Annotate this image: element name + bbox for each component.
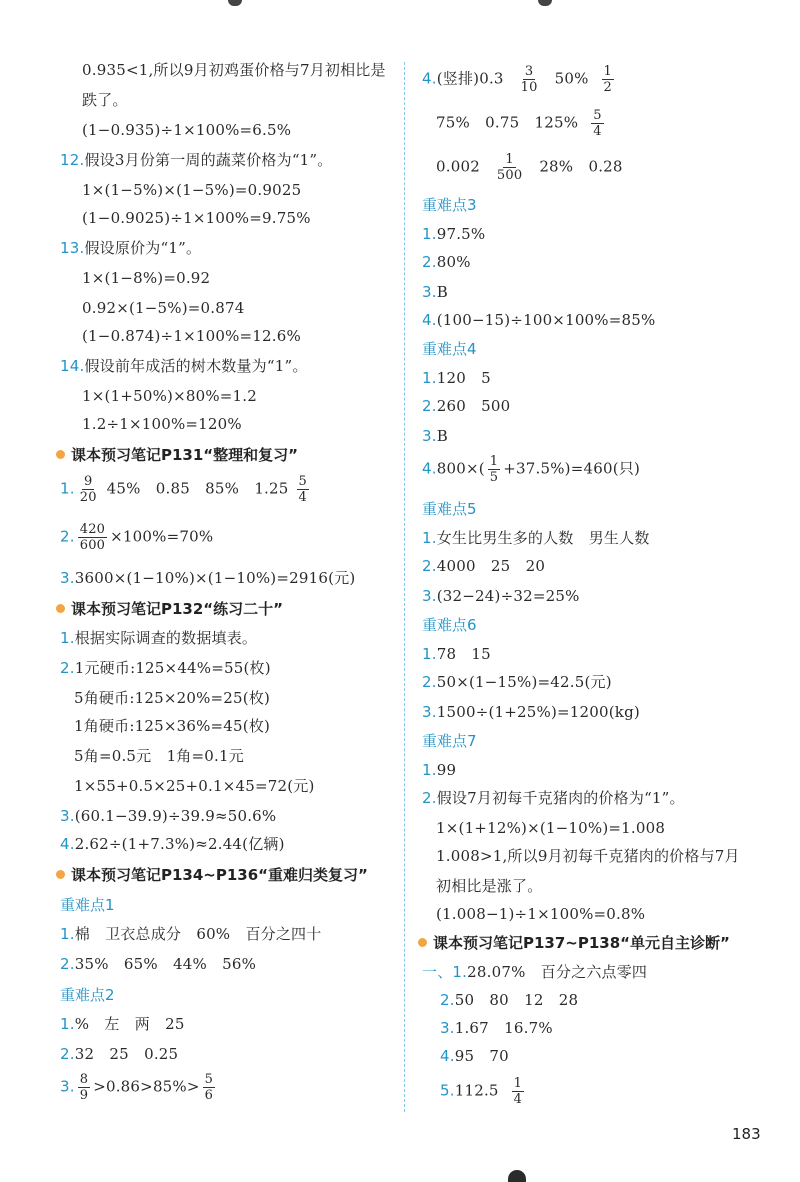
item-number: 1. <box>422 225 437 243</box>
item-number: 2. <box>60 955 75 973</box>
answer-item: 3. $\frac{8}{9}$ >0.86>85%> $\frac{5}{6}$ <box>60 1072 214 1103</box>
answer-item <box>60 238 201 258</box>
fraction: $\frac{3}{10}$ <box>520 64 538 95</box>
answer-item: 4.(竖排)0.3 $\frac{3}{10}$ 50% $\frac{1}{2}$ <box>422 64 612 95</box>
item-number: 14. <box>60 357 85 375</box>
answer-item <box>60 658 271 678</box>
item-number: 3. <box>440 1019 455 1037</box>
item-number: 3. <box>422 703 437 721</box>
section-heading: 课本预习笔记P137~P138“单元自主诊断” <box>418 932 730 953</box>
item-text: 28.07% 百分之六点零四 <box>467 963 648 981</box>
item-text: 78 15 <box>436 645 491 663</box>
answer-item <box>422 396 510 416</box>
item-number: 12. <box>60 151 85 169</box>
item-number: 3. <box>60 569 75 587</box>
item-number: 3. <box>60 1077 75 1096</box>
item-text: (32−24)÷32=25% <box>436 587 580 605</box>
fraction: $\frac{1}{4}$ <box>513 1076 523 1107</box>
subsection-heading: 重难点7 <box>422 732 477 750</box>
item-text: B <box>436 283 448 301</box>
item-text: 80% <box>436 253 471 271</box>
section-heading: 课本预习笔记P134~P136“重难归类复习” <box>56 864 368 885</box>
item-number: 1. <box>422 369 437 387</box>
item-number: 1. <box>60 629 75 647</box>
answer-line: 跌了。 <box>82 91 128 109</box>
page-number: 183 <box>732 1125 761 1143</box>
answer-item <box>422 282 448 302</box>
item-number: 2. <box>60 527 75 546</box>
answer-line: 5角硬币:125×20%=25(枚) <box>74 689 271 707</box>
item-text: 1.67 16.7% <box>454 1019 553 1037</box>
item-number: 3. <box>422 587 437 605</box>
answer-item <box>422 368 491 388</box>
answer-line: 1.008>1,所以9月初每千克猪肉的价格与7月 <box>436 847 740 865</box>
answer-line: 1角硬币:125×36%=45(枚) <box>74 717 271 735</box>
item-number: 1. <box>60 479 75 498</box>
item-number: 13. <box>60 239 85 257</box>
binding-hole-mark <box>508 1170 526 1182</box>
item-text: 假设前年成活的树木数量为“1”。 <box>84 357 308 375</box>
item-number: 3. <box>60 807 75 825</box>
answer-item <box>60 356 308 376</box>
bullet-dot-icon <box>56 870 65 879</box>
answer-item: 5.112.5 $\frac{1}{4}$ <box>440 1076 523 1107</box>
fraction: $\frac{420}{600}$ <box>79 522 106 553</box>
answer-line: 1×55+0.5×25+0.1×45=72(元) <box>74 777 315 795</box>
item-number: 2. <box>422 673 437 691</box>
item-number: 2. <box>60 659 75 677</box>
item-text: 棉 卫衣总成分 60% 百分之四十 <box>74 925 322 943</box>
item-number: 1. <box>60 1015 75 1033</box>
item-number: 2. <box>422 397 437 415</box>
item-number: 1. <box>422 645 437 663</box>
answer-item <box>422 310 655 330</box>
fraction: $\frac{1}{5}$ <box>489 454 499 485</box>
bullet-dot-icon <box>56 604 65 613</box>
answer-item <box>60 806 276 826</box>
answer-line: 1×(1+12%)×(1−10%)=1.008 <box>436 819 666 837</box>
answer-line: 1×(1+50%)×80%=1.2 <box>82 387 257 405</box>
item-text: 4000 25 20 <box>436 557 546 575</box>
answer-item <box>60 150 333 170</box>
answer-item <box>60 924 321 944</box>
item-text: % 左 两 25 <box>74 1015 185 1033</box>
answer-item <box>60 568 355 588</box>
fraction: $\frac{9}{20}$ <box>79 474 97 505</box>
section-heading: 课本预习笔记P132“练习二十” <box>56 598 283 619</box>
answer-item <box>422 760 456 780</box>
item-number: 4. <box>422 459 437 478</box>
item-text: 2.62÷(1+7.3%)≈2.44(亿辆) <box>74 835 285 853</box>
fraction: $\frac{5}{4}$ <box>298 474 307 505</box>
subsection-heading: 重难点5 <box>422 500 477 518</box>
answer-item: 4.800×( $\frac{1}{5}$ +37.5%)=460(只) <box>422 454 641 485</box>
answer-item <box>440 1018 553 1038</box>
fraction: $\frac{1}{500}$ <box>496 152 523 183</box>
answer-item <box>422 962 647 982</box>
answer-item <box>422 426 448 446</box>
item-text: 假设7月初每千克猪肉的价格为“1”。 <box>436 789 685 807</box>
item-number: 2. <box>422 557 437 575</box>
item-text: 50 80 12 28 <box>454 991 579 1009</box>
item-number: 4. <box>422 311 437 329</box>
answer-item <box>422 224 485 244</box>
item-number: 1. <box>422 529 437 547</box>
answer-item <box>60 1014 185 1034</box>
item-number: 2. <box>422 789 437 807</box>
answer-item <box>422 586 580 606</box>
answer-item <box>422 788 685 808</box>
column-divider <box>404 62 405 1112</box>
answer-line: 1.2÷1×100%=120% <box>82 415 242 433</box>
item-text: B <box>436 427 448 445</box>
answer-line: (1−0.9025)÷1×100%=9.75% <box>82 209 311 227</box>
fraction: $\frac{5}{6}$ <box>204 1072 214 1103</box>
item-text: 50×(1−15%)=42.5(元) <box>436 673 612 691</box>
subsection-heading: 重难点6 <box>422 616 477 634</box>
item-number: 3. <box>422 283 437 301</box>
item-text: 3600×(1−10%)×(1−10%)=2916(元) <box>74 569 356 587</box>
answer-line: 5角=0.5元 1角=0.1元 <box>74 747 244 765</box>
item-text: (100−15)÷100×100%=85% <box>436 311 656 329</box>
subsection-heading: 重难点4 <box>422 340 477 358</box>
answer-line: 0.92×(1−5%)=0.874 <box>82 299 245 317</box>
answer-line: 0.935<1,所以9月初鸡蛋价格与7月初相比是 <box>82 61 386 79</box>
item-text: 35% 65% 44% 56% <box>74 955 257 973</box>
item-number: 一、1. <box>422 963 468 981</box>
item-text: 1元硬币:125×44%=55(枚) <box>74 659 271 677</box>
subsection-heading: 重难点1 <box>60 896 115 914</box>
fraction: $\frac{8}{9}$ <box>79 1072 89 1103</box>
answer-line: 1×(1−5%)×(1−5%)=0.9025 <box>82 181 302 199</box>
item-number: 2. <box>60 1045 75 1063</box>
binding-hole-mark <box>538 0 552 6</box>
answer-line: (1−0.874)÷1×100%=12.6% <box>82 327 301 345</box>
answer-item <box>422 556 545 576</box>
answer-item <box>60 1044 178 1064</box>
answer-line: 初相比是涨了。 <box>436 877 543 895</box>
item-text: 根据实际调查的数据填表。 <box>74 629 258 647</box>
bullet-dot-icon <box>418 938 427 947</box>
item-number: 5. <box>440 1081 455 1100</box>
item-text: 97.5% <box>436 225 486 243</box>
answer-line: (1.008−1)÷1×100%=0.8% <box>436 905 646 923</box>
fraction: $\frac{5}{4}$ <box>593 108 602 139</box>
answer-line: (1−0.935)÷1×100%=6.5% <box>82 121 292 139</box>
item-number: 3. <box>422 427 437 445</box>
answer-item <box>60 954 256 974</box>
answer-item <box>422 672 612 692</box>
item-number: 4. <box>422 69 437 88</box>
answer-item <box>60 834 285 854</box>
answer-item <box>60 628 257 648</box>
item-number: 4. <box>440 1047 455 1065</box>
item-number: 2. <box>440 991 455 1009</box>
item-text: 1500÷(1+25%)=1200(kg) <box>436 703 640 721</box>
answer-item <box>422 252 471 272</box>
answer-item: 1. $\frac{9}{20}$ 45% 0.85 85% 1.25 $\frac{5}{4}$ <box>60 474 307 505</box>
answer-item <box>422 702 640 722</box>
answer-line: 0.002 $\frac{1}{500}$ 28% 0.28 <box>436 152 623 183</box>
bullet-dot-icon <box>56 450 65 459</box>
subsection-heading: 重难点3 <box>422 196 477 214</box>
item-text: 假设原价为“1”。 <box>84 239 202 257</box>
item-number: 1. <box>60 925 75 943</box>
item-text: 95 70 <box>454 1047 509 1065</box>
answer-line: 75% 0.75 125% $\frac{5}{4}$ <box>436 108 602 139</box>
item-text: 假设3月份第一周的蔬菜价格为“1”。 <box>84 151 333 169</box>
answer-item <box>422 528 650 548</box>
answer-item <box>440 990 578 1010</box>
binding-hole-mark <box>228 0 242 6</box>
item-number: 1. <box>422 761 437 779</box>
item-number: 4. <box>60 835 75 853</box>
subsection-heading: 重难点2 <box>60 986 115 1004</box>
fraction: $\frac{1}{2}$ <box>603 64 612 95</box>
answer-item: 2. $\frac{420}{600}$ ×100%=70% <box>60 522 214 553</box>
answer-item <box>422 644 491 664</box>
item-text: 32 25 0.25 <box>74 1045 179 1063</box>
item-text: (60.1−39.9)÷39.9≈50.6% <box>74 807 277 825</box>
answer-line: 1×(1−8%)=0.92 <box>82 269 211 287</box>
item-text: 99 <box>436 761 457 779</box>
item-text: 120 5 <box>436 369 491 387</box>
item-text: 260 500 <box>436 397 511 415</box>
item-text: 女生比男生多的人数 男生人数 <box>436 529 650 547</box>
item-number: 2. <box>422 253 437 271</box>
answer-item <box>440 1046 509 1066</box>
section-heading: 课本预习笔记P131“整理和复习” <box>56 444 298 465</box>
